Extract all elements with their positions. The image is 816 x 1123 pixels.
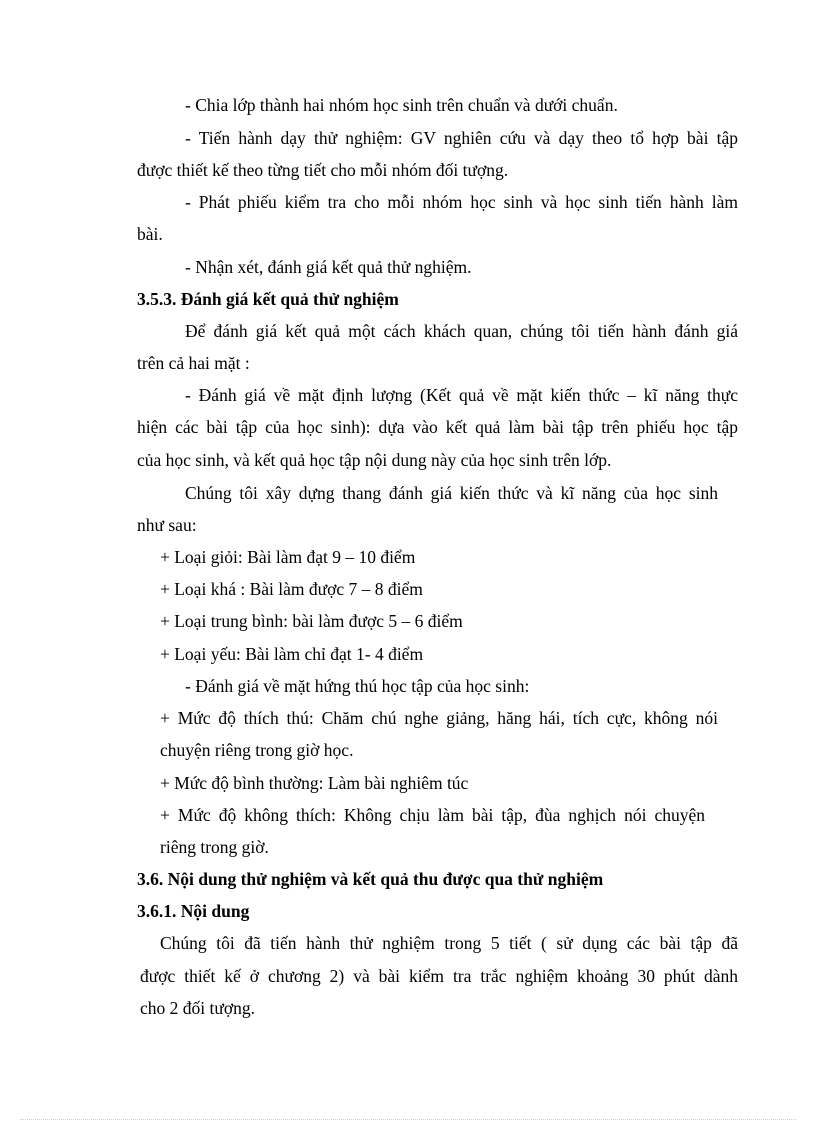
bullet-line: - Nhận xét, đánh giá kết quả thử nghiệm.: [185, 257, 472, 277]
paragraph-line: được thiết kế ở chương 2) và bài kiểm tra trắc nghiệm khoảng 30 phút dành: [140, 966, 738, 986]
paragraph-line: Để đánh giá kết quả một cách khách quan, chúng tôi tiến hành đánh giá: [185, 321, 738, 341]
bullet-line: - Đánh giá về mặt định lượng (Kết quả về mặt kiến thức – kĩ năng thực: [185, 385, 738, 405]
section-heading: 3.6. Nội dung thử nghiệm và kết quả thu được qua thử nghiệm: [137, 869, 604, 889]
paragraph-line: trên cả hai mặt :: [137, 353, 250, 373]
section-heading: 3.5.3. Đánh giá kết quả thử nghiệm: [137, 289, 399, 309]
paragraph-line: hiện các bài tập của học sinh): dựa vào kết quả làm bài tập trên phiếu học tập: [137, 417, 738, 437]
paragraph-line: Chúng tôi đã tiến hành thử nghiệm trong 5 tiết ( sử dụng các bài tập đã: [160, 933, 738, 953]
paragraph-line: của học sinh, và kết quả học tập nội dung này của học sinh trên lớp.: [137, 450, 612, 470]
list-item: + Loại khá : Bài làm được 7 – 8 điểm: [160, 579, 423, 599]
page-bottom-rule: [20, 1119, 796, 1120]
list-item: + Loại giỏi: Bài làm đạt 9 – 10 điểm: [160, 547, 416, 567]
paragraph-line: như sau:: [137, 515, 197, 535]
paragraph-line: Chúng tôi xây dựng thang đánh giá kiến thức và kĩ năng của học sinh: [185, 483, 718, 503]
list-item: + Mức độ không thích: Không chịu làm bài tập, đùa nghịch nói chuyện: [160, 805, 705, 825]
bullet-line: - Tiến hành dạy thử nghiệm: GV nghiên cứu và dạy theo tổ hợp bài tập: [185, 128, 738, 148]
list-item: + Mức độ bình thường: Làm bài nghiêm túc: [160, 773, 469, 793]
paragraph-line: được thiết kế theo từng tiết cho mỗi nhóm đối tượng.: [137, 160, 509, 180]
list-item: + Loại trung bình: bài làm được 5 – 6 điểm: [160, 611, 463, 631]
list-item: riêng trong giờ.: [160, 837, 269, 857]
bullet-line: - Phát phiếu kiểm tra cho mỗi nhóm học sinh và học sinh tiến hành làm: [185, 192, 738, 212]
list-item: + Mức độ thích thú: Chăm chú nghe giảng, hăng hái, tích cực, không nói: [160, 708, 718, 728]
subsection-heading: 3.6.1. Nội dung: [137, 901, 250, 921]
list-item: chuyện riêng trong giờ học.: [160, 740, 354, 760]
paragraph-line: bài.: [137, 224, 163, 244]
bullet-line: - Chia lớp thành hai nhóm học sinh trên chuẩn và dưới chuẩn.: [185, 95, 618, 115]
list-item: + Loại yếu: Bài làm chỉ đạt 1- 4 điểm: [160, 644, 424, 664]
paragraph-line: cho 2 đối tượng.: [140, 998, 255, 1018]
bullet-line: - Đánh giá về mặt hứng thú học tập của học sinh:: [185, 676, 530, 696]
